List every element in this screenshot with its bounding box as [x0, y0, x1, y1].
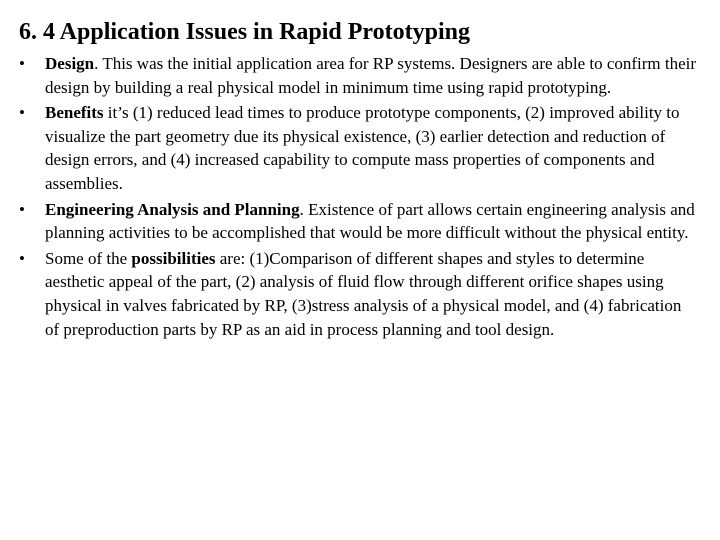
bullet-text: . Existence of part allows certain engineering analysis and planning activities to be accomplished that would be more difficult without the physical entity.: [45, 199, 695, 243]
bullet-text: it’s (1) reduced lead times to produce prototype components, (2) improved ability to visualize the part geometry due its physical existence, (3) earlier detection and reduction of design errors, and (4) increased capability to compute mass properties of components and assemblies.: [45, 103, 680, 193]
bullet-design: [19, 52, 699, 99]
slide-title: 6. 4 Application Issues in Rapid Prototyping: [19, 19, 470, 45]
bullet-marker: •: [19, 248, 25, 268]
bullet-prefix: Some of the: [45, 248, 132, 268]
bullet-text: are: (1)Comparison of different shapes and styles to determine aesthetic appeal of the part, (2) analysis of fluid flow through different orifice shapes using physical in valves fabricated by RP, (3)stress analysis of a physical model, and (4) fabrication of preproduction parts by RP as an aid in process planning and tool design.: [45, 248, 682, 339]
bullet-heading: possibilities: [131, 248, 216, 268]
bullet-heading: Benefits: [45, 103, 104, 123]
bullet-text: . This was the initial application area for RP systems. Designers are able to confirm their design by building a real physical model in minimum time using rapid prototyping.: [45, 54, 697, 97]
bullet-possibilities: [19, 247, 699, 341]
bullet-marker: •: [19, 54, 25, 73]
bullet-benefits: [19, 101, 699, 195]
bullet-engineering-analysis: [19, 198, 699, 245]
bullet-heading: Engineering Analysis and Planning: [45, 199, 300, 219]
bullet-marker: •: [19, 103, 25, 123]
bullet-heading: Design: [45, 54, 95, 73]
bullet-marker: •: [19, 199, 25, 219]
bullet-list: [19, 52, 699, 343]
